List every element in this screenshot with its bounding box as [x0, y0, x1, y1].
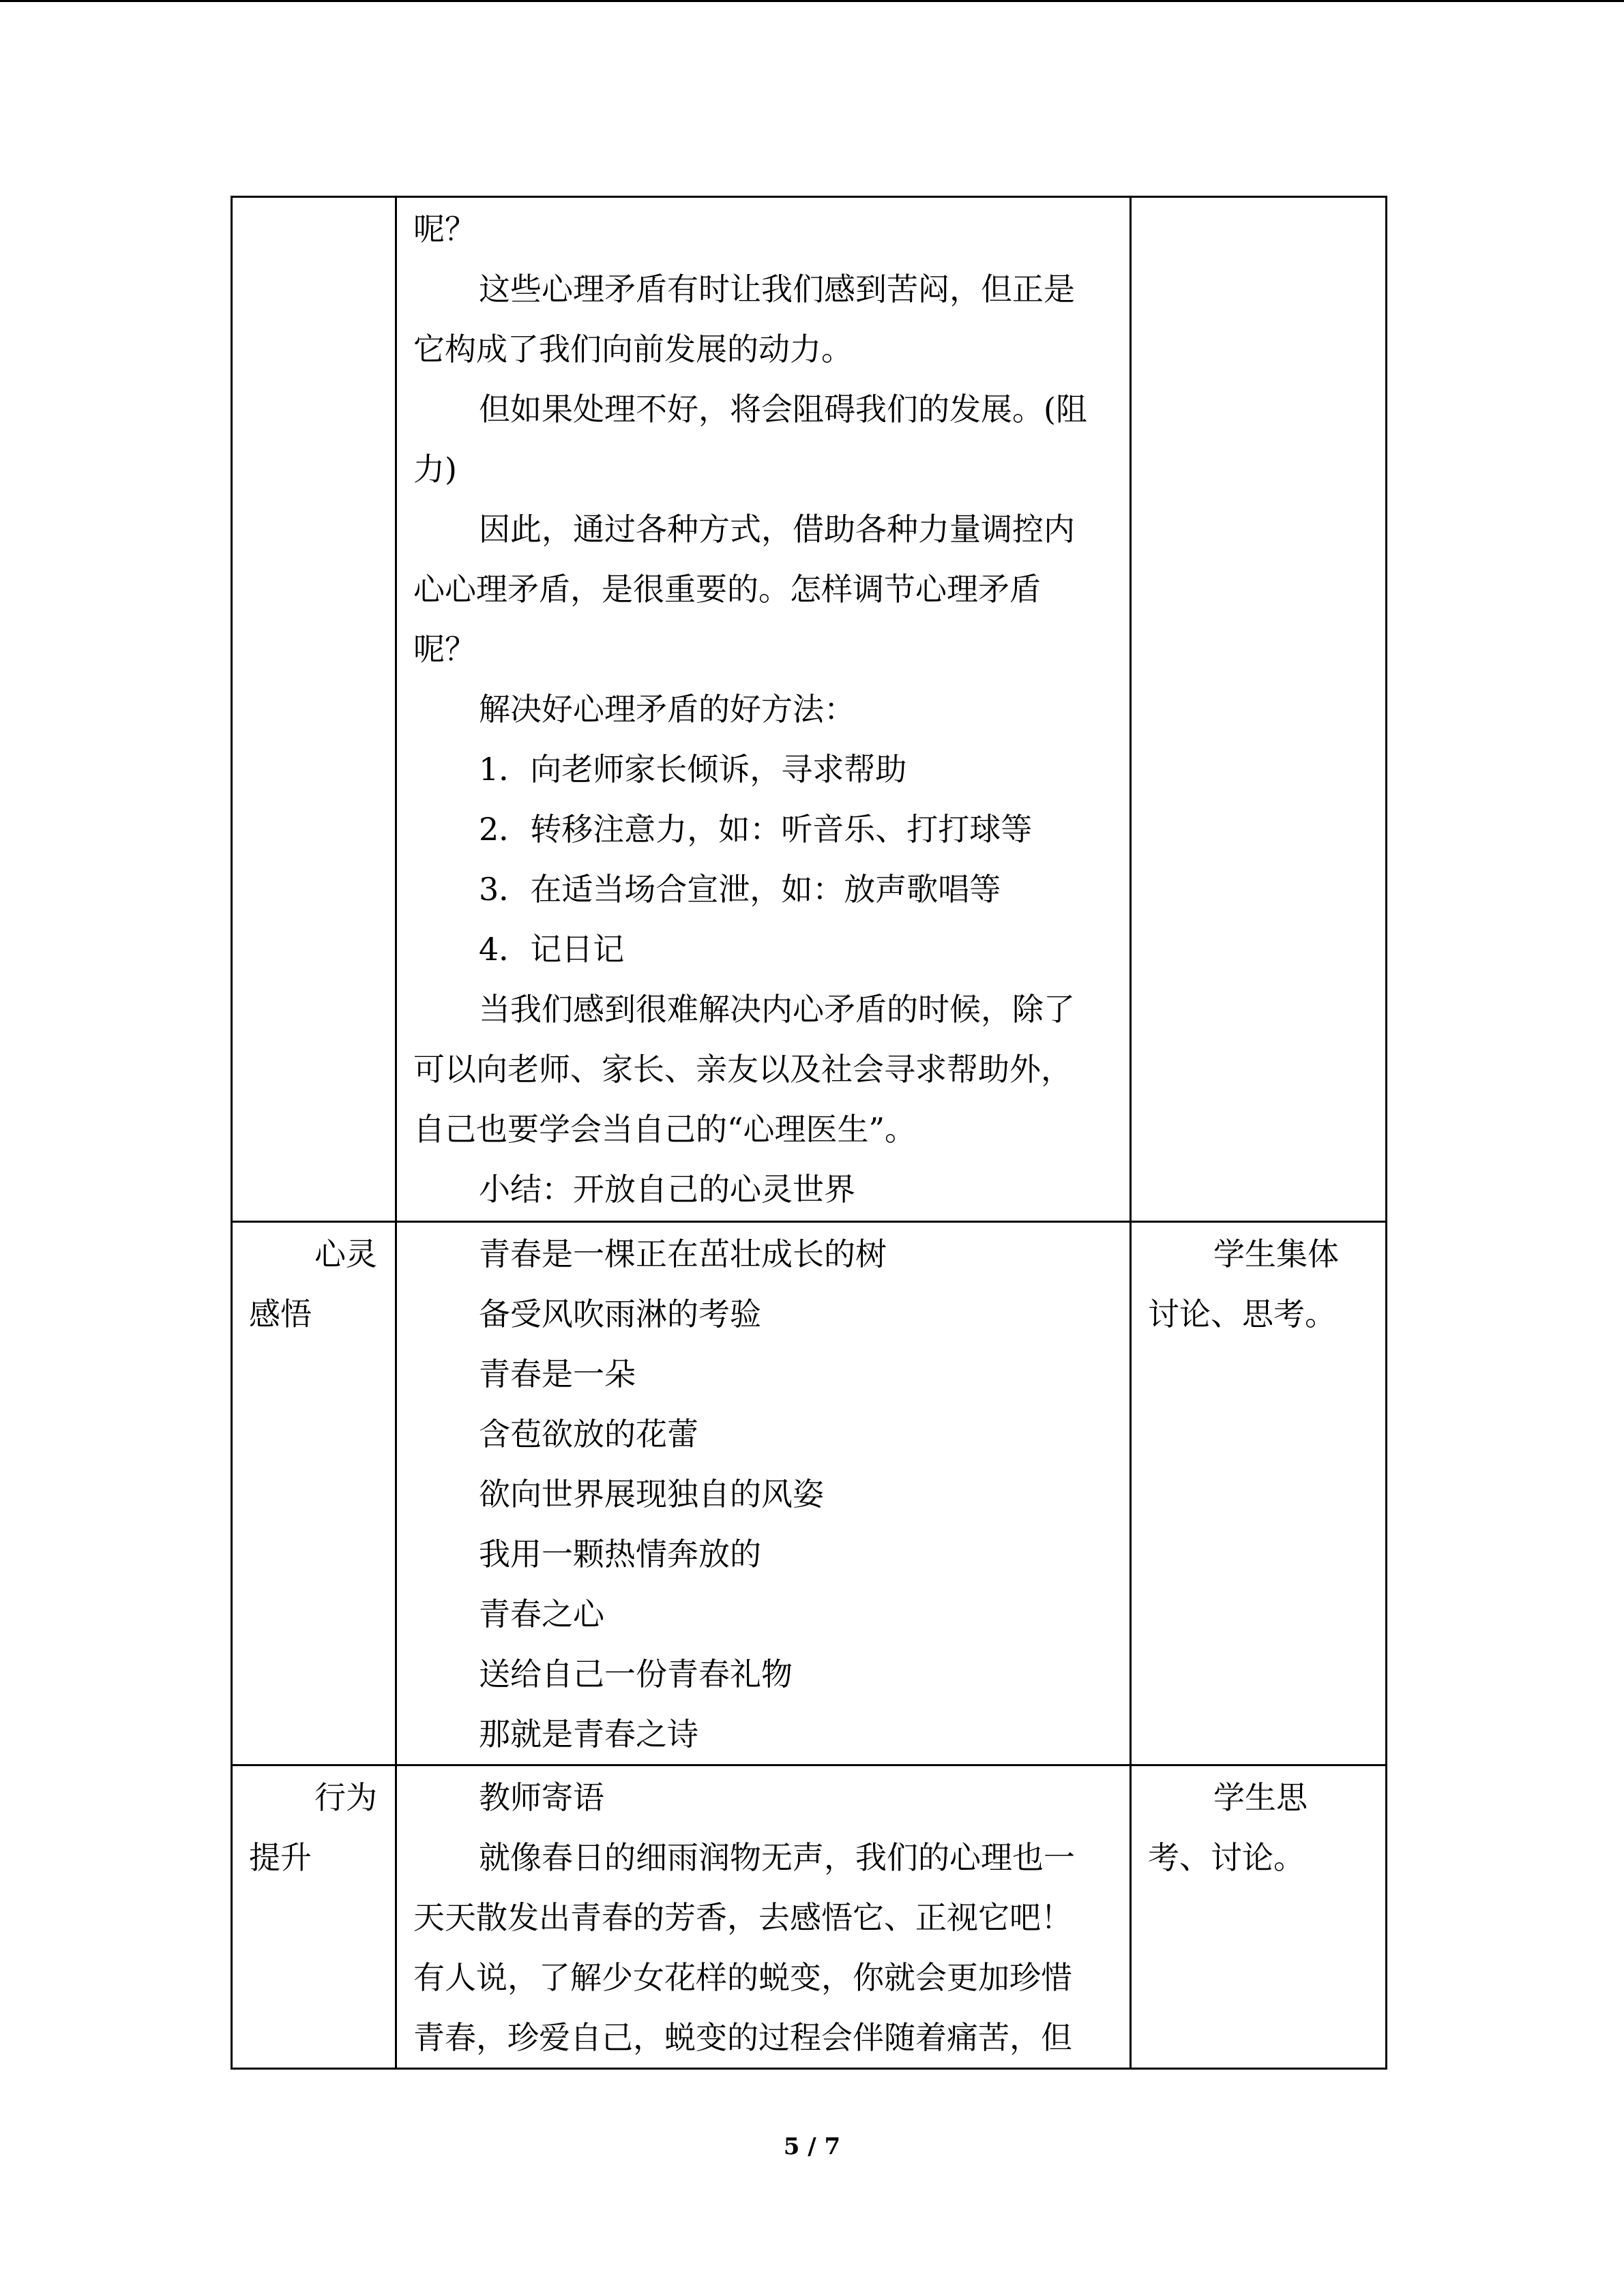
student-activity-cell: [1131, 1222, 1387, 1765]
content-cell: [396, 1765, 1131, 2069]
content-line: 1．向老师家长倾诉，寻求帮助: [479, 751, 907, 788]
content-line: 教师寄语: [479, 1779, 604, 1816]
content-line: 可以向老师、家长、亲友以及社会寻求帮助外，: [413, 1051, 1072, 1088]
student-activity-cell: [1131, 1765, 1387, 2069]
content-line: 因此，通过各种方式，借助各种力量调控内: [479, 511, 1075, 548]
content-line: 那就是青春之诗: [479, 1716, 698, 1753]
lesson-plan-table: [231, 196, 1387, 2070]
content-line: 力): [413, 451, 457, 488]
content-line: 它构成了我们向前发展的动力。: [413, 331, 853, 368]
content-line: 青春，珍爱自己，蜕变的过程会伴随着痛苦，但: [413, 2019, 1072, 2056]
content-line: 3．在适当场合宣泄，如：放声歌唱等: [479, 871, 1001, 908]
activity-label-line-1: 行为: [314, 1779, 377, 1816]
content-line: 青春是一棵正在茁壮成长的树: [479, 1236, 887, 1272]
activity-label-line-1: 心灵: [314, 1236, 377, 1272]
content-block: [397, 198, 1130, 1219]
content-line: 我用一颗热情奔放的: [479, 1536, 761, 1572]
activity-cell: [232, 197, 396, 1222]
content-line: 4．记日记: [479, 931, 625, 968]
content-line: 但如果处理不好，将会阻碍我们的发展。(阻: [479, 391, 1087, 428]
content-line: 小结：开放自己的心灵世界: [479, 1171, 855, 1208]
content-line: 含苞欲放的花蕾: [479, 1416, 698, 1452]
content-line: 青春是一朵: [479, 1356, 636, 1392]
content-line: 天天散发出青春的芳香，去感悟它、正视它吧！: [413, 1899, 1072, 1936]
student-activity-line-2: 考、讨论。: [1148, 1839, 1305, 1876]
table-row: [232, 1222, 1387, 1765]
student-activity-line-2: 讨论、思考。: [1148, 1296, 1336, 1332]
page-number: 5 / 7: [783, 2133, 841, 2160]
content-cell: [396, 197, 1131, 1222]
table-row: [232, 197, 1387, 1222]
content-line: 欲向世界展现独自的风姿: [479, 1476, 824, 1512]
activity-label-line-2: 提升: [249, 1839, 312, 1876]
student-activity-line-1: 学生思: [1213, 1779, 1308, 1816]
content-line: 备受风吹雨淋的考验: [479, 1296, 761, 1332]
activity-label-line-2: 感悟: [249, 1296, 312, 1332]
content-line: 这些心理矛盾有时让我们感到苦闷，但正是: [479, 271, 1075, 308]
activity-cell: [232, 1222, 396, 1765]
content-line: 自己也要学会当自己的“心理医生”。: [413, 1111, 917, 1148]
content-line: 解决好心理矛盾的好方法：: [479, 691, 855, 728]
content-line: 就像春日的细雨润物无声，我们的心理也一: [479, 1839, 1075, 1876]
content-block: [397, 1766, 1130, 2068]
content-cell: [396, 1222, 1131, 1765]
content-line: 当我们感到很难解决内心矛盾的时候，除了: [479, 991, 1075, 1028]
student-activity-line-1: 学生集体: [1213, 1236, 1339, 1272]
content-line: 呢？: [413, 631, 476, 668]
table-row: [232, 1765, 1387, 2069]
content-line: 青春之心: [479, 1596, 604, 1632]
content-line: 呢？: [413, 211, 476, 248]
top-border-line: [0, 0, 1624, 2]
content-line: 2．转移注意力，如：听音乐、打打球等: [479, 811, 1033, 848]
content-line: 有人说，了解少女花样的蜕变，你就会更加珍惜: [413, 1959, 1072, 1996]
content-block: [397, 1223, 1130, 1764]
activity-cell: [232, 1765, 396, 2069]
content-line: 送给自己一份青春礼物: [479, 1656, 793, 1693]
content-line: 心心理矛盾，是很重要的。怎样调节心理矛盾: [413, 571, 1041, 608]
student-activity-cell: [1131, 197, 1387, 1222]
